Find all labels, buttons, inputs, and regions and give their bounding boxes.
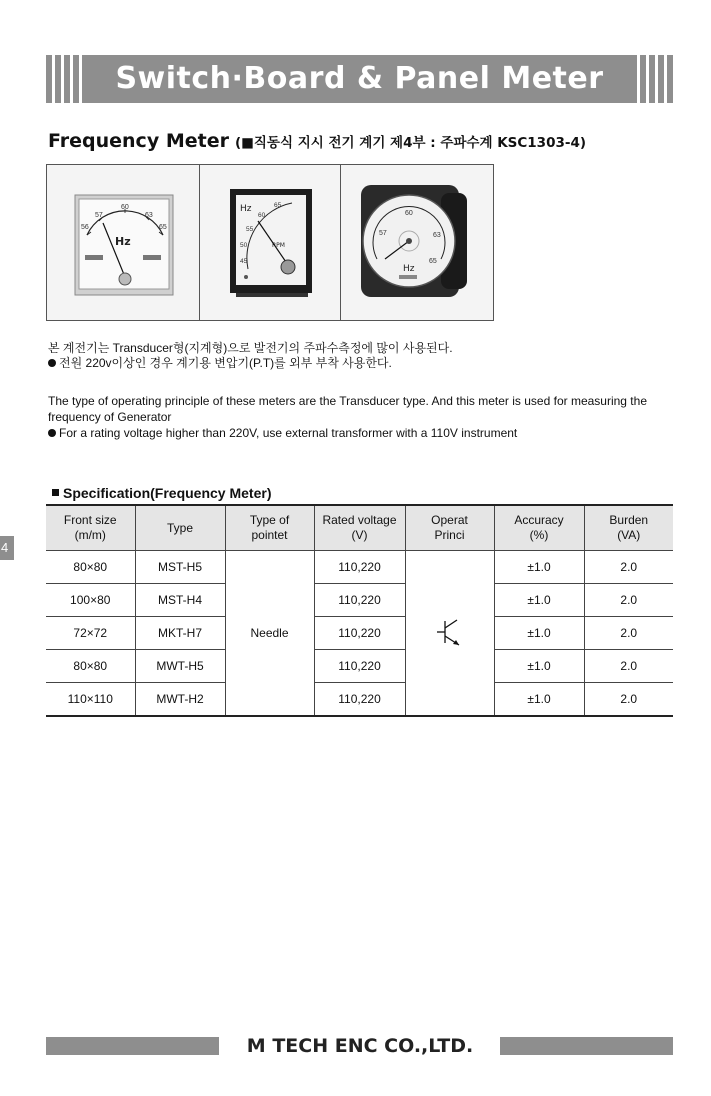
cell-type: MST-H4 — [135, 584, 225, 617]
dial-scale-60: 60 — [258, 212, 266, 219]
table-row — [46, 683, 673, 717]
cell-burden: 2.0 — [584, 617, 673, 650]
header-pointer: Type of pointet — [225, 505, 314, 551]
dial-label-hz: Hz — [115, 235, 131, 248]
bullet-icon — [48, 359, 56, 367]
dial-scale-60: 60 — [121, 204, 129, 211]
cell-type: MWT-H5 — [135, 650, 225, 683]
cell-size: 72×72 — [46, 617, 135, 650]
meter-photo-round — [341, 165, 493, 320]
dial-scale-55: 55 — [246, 226, 254, 233]
cell-size: 80×80 — [46, 551, 135, 584]
cell-burden: 2.0 — [584, 683, 673, 717]
meter-photo-black-square — [200, 165, 341, 320]
cell-accuracy: ±1.0 — [494, 650, 584, 683]
footer-bar-left — [46, 1037, 219, 1055]
header-front-size: Front size (m/m) — [46, 505, 135, 551]
cell-voltage: 110,220 — [314, 551, 405, 584]
transducer-symbol-icon — [435, 617, 465, 647]
table-row — [46, 551, 673, 584]
header-banner — [46, 55, 673, 103]
header-type: Type — [135, 505, 225, 551]
cell-voltage: 110,220 — [314, 650, 405, 683]
dial-scale-63: 63 — [433, 232, 441, 239]
meter-photo-square — [47, 165, 200, 320]
dial-scale-65b: 65 — [274, 202, 282, 209]
dial-scale-50: 50 — [240, 242, 248, 249]
cell-accuracy: ±1.0 — [494, 584, 584, 617]
section-title: Frequency Meter — [48, 130, 229, 152]
description-korean-2: 전원 220v이상인 경우 계기용 변압기(P.T)를 외부 부착 사용한다. — [48, 356, 392, 372]
description-english-2: For a rating voltage higher than 220V, use external transformer with a 110V instrument — [48, 426, 517, 442]
cell-burden: 2.0 — [584, 551, 673, 584]
cell-size: 110×110 — [46, 683, 135, 717]
cell-type: MWT-H2 — [135, 683, 225, 717]
header-principle: Operat Princi — [405, 505, 494, 551]
cell-pointer-type: Needle — [225, 551, 314, 717]
section-subtitle: (■직동식 지시 전기 계기 제4부 : 주파수계 KSC1303-4) — [234, 135, 587, 151]
dial-scale-56: 56 — [81, 224, 89, 231]
dial-label-rpm: RPM — [272, 242, 285, 249]
cell-voltage: 110,220 — [314, 584, 405, 617]
cell-accuracy: ±1.0 — [494, 683, 584, 717]
cell-size: 80×80 — [46, 650, 135, 683]
cell-principle-symbol — [405, 551, 494, 717]
header-burden: Burden (VA) — [584, 505, 673, 551]
cell-burden: 2.0 — [584, 650, 673, 683]
dial-scale-60: 60 — [405, 210, 413, 217]
dial-scale-57: 57 — [379, 230, 387, 237]
cell-type: MKT-H7 — [135, 617, 225, 650]
product-photos — [46, 164, 494, 321]
dial-label-hz: Hz — [240, 204, 252, 214]
bullet-icon — [48, 429, 56, 437]
table-header-row — [46, 505, 673, 551]
dial-label-hz: Hz — [403, 264, 415, 274]
dial-scale-63: 63 — [145, 212, 153, 219]
description-korean-1: 본 계전기는 Transducer형(지계형)으로 발전기의 주파수측정에 많이 사용된다. — [48, 341, 453, 355]
square-bullet-icon — [52, 489, 59, 496]
header-accuracy: Accuracy (%) — [494, 505, 584, 551]
footer-company: M TECH ENC CO.,LTD. — [246, 1035, 474, 1057]
page-title: Switch·Board & Panel Meter — [115, 61, 604, 96]
page-number-tab: 4 — [0, 536, 14, 560]
spec-title: Specification(Frequency Meter) — [52, 485, 272, 501]
cell-accuracy: ±1.0 — [494, 551, 584, 584]
table-row — [46, 584, 673, 617]
table-row — [46, 617, 673, 650]
dial-scale-57: 57 — [95, 212, 103, 219]
cell-burden: 2.0 — [584, 584, 673, 617]
header-voltage: Rated voltage (V) — [314, 505, 405, 551]
cell-voltage: 110,220 — [314, 683, 405, 717]
section-heading — [48, 130, 586, 152]
cell-size: 100×80 — [46, 584, 135, 617]
cell-type: MST-H5 — [135, 551, 225, 584]
description-english-1: The type of operating principle of these meters are the Transducer type. And this meter is used for measuring the frequency of Generator — [48, 394, 647, 424]
cell-accuracy: ±1.0 — [494, 617, 584, 650]
table-row — [46, 650, 673, 683]
cell-voltage: 110,220 — [314, 617, 405, 650]
dial-scale-45: 45 — [240, 258, 248, 265]
dial-scale-65: 65 — [159, 224, 167, 231]
dial-scale-65: 65 — [429, 258, 437, 265]
spec-table — [46, 504, 673, 717]
footer-bar-right — [500, 1037, 673, 1055]
